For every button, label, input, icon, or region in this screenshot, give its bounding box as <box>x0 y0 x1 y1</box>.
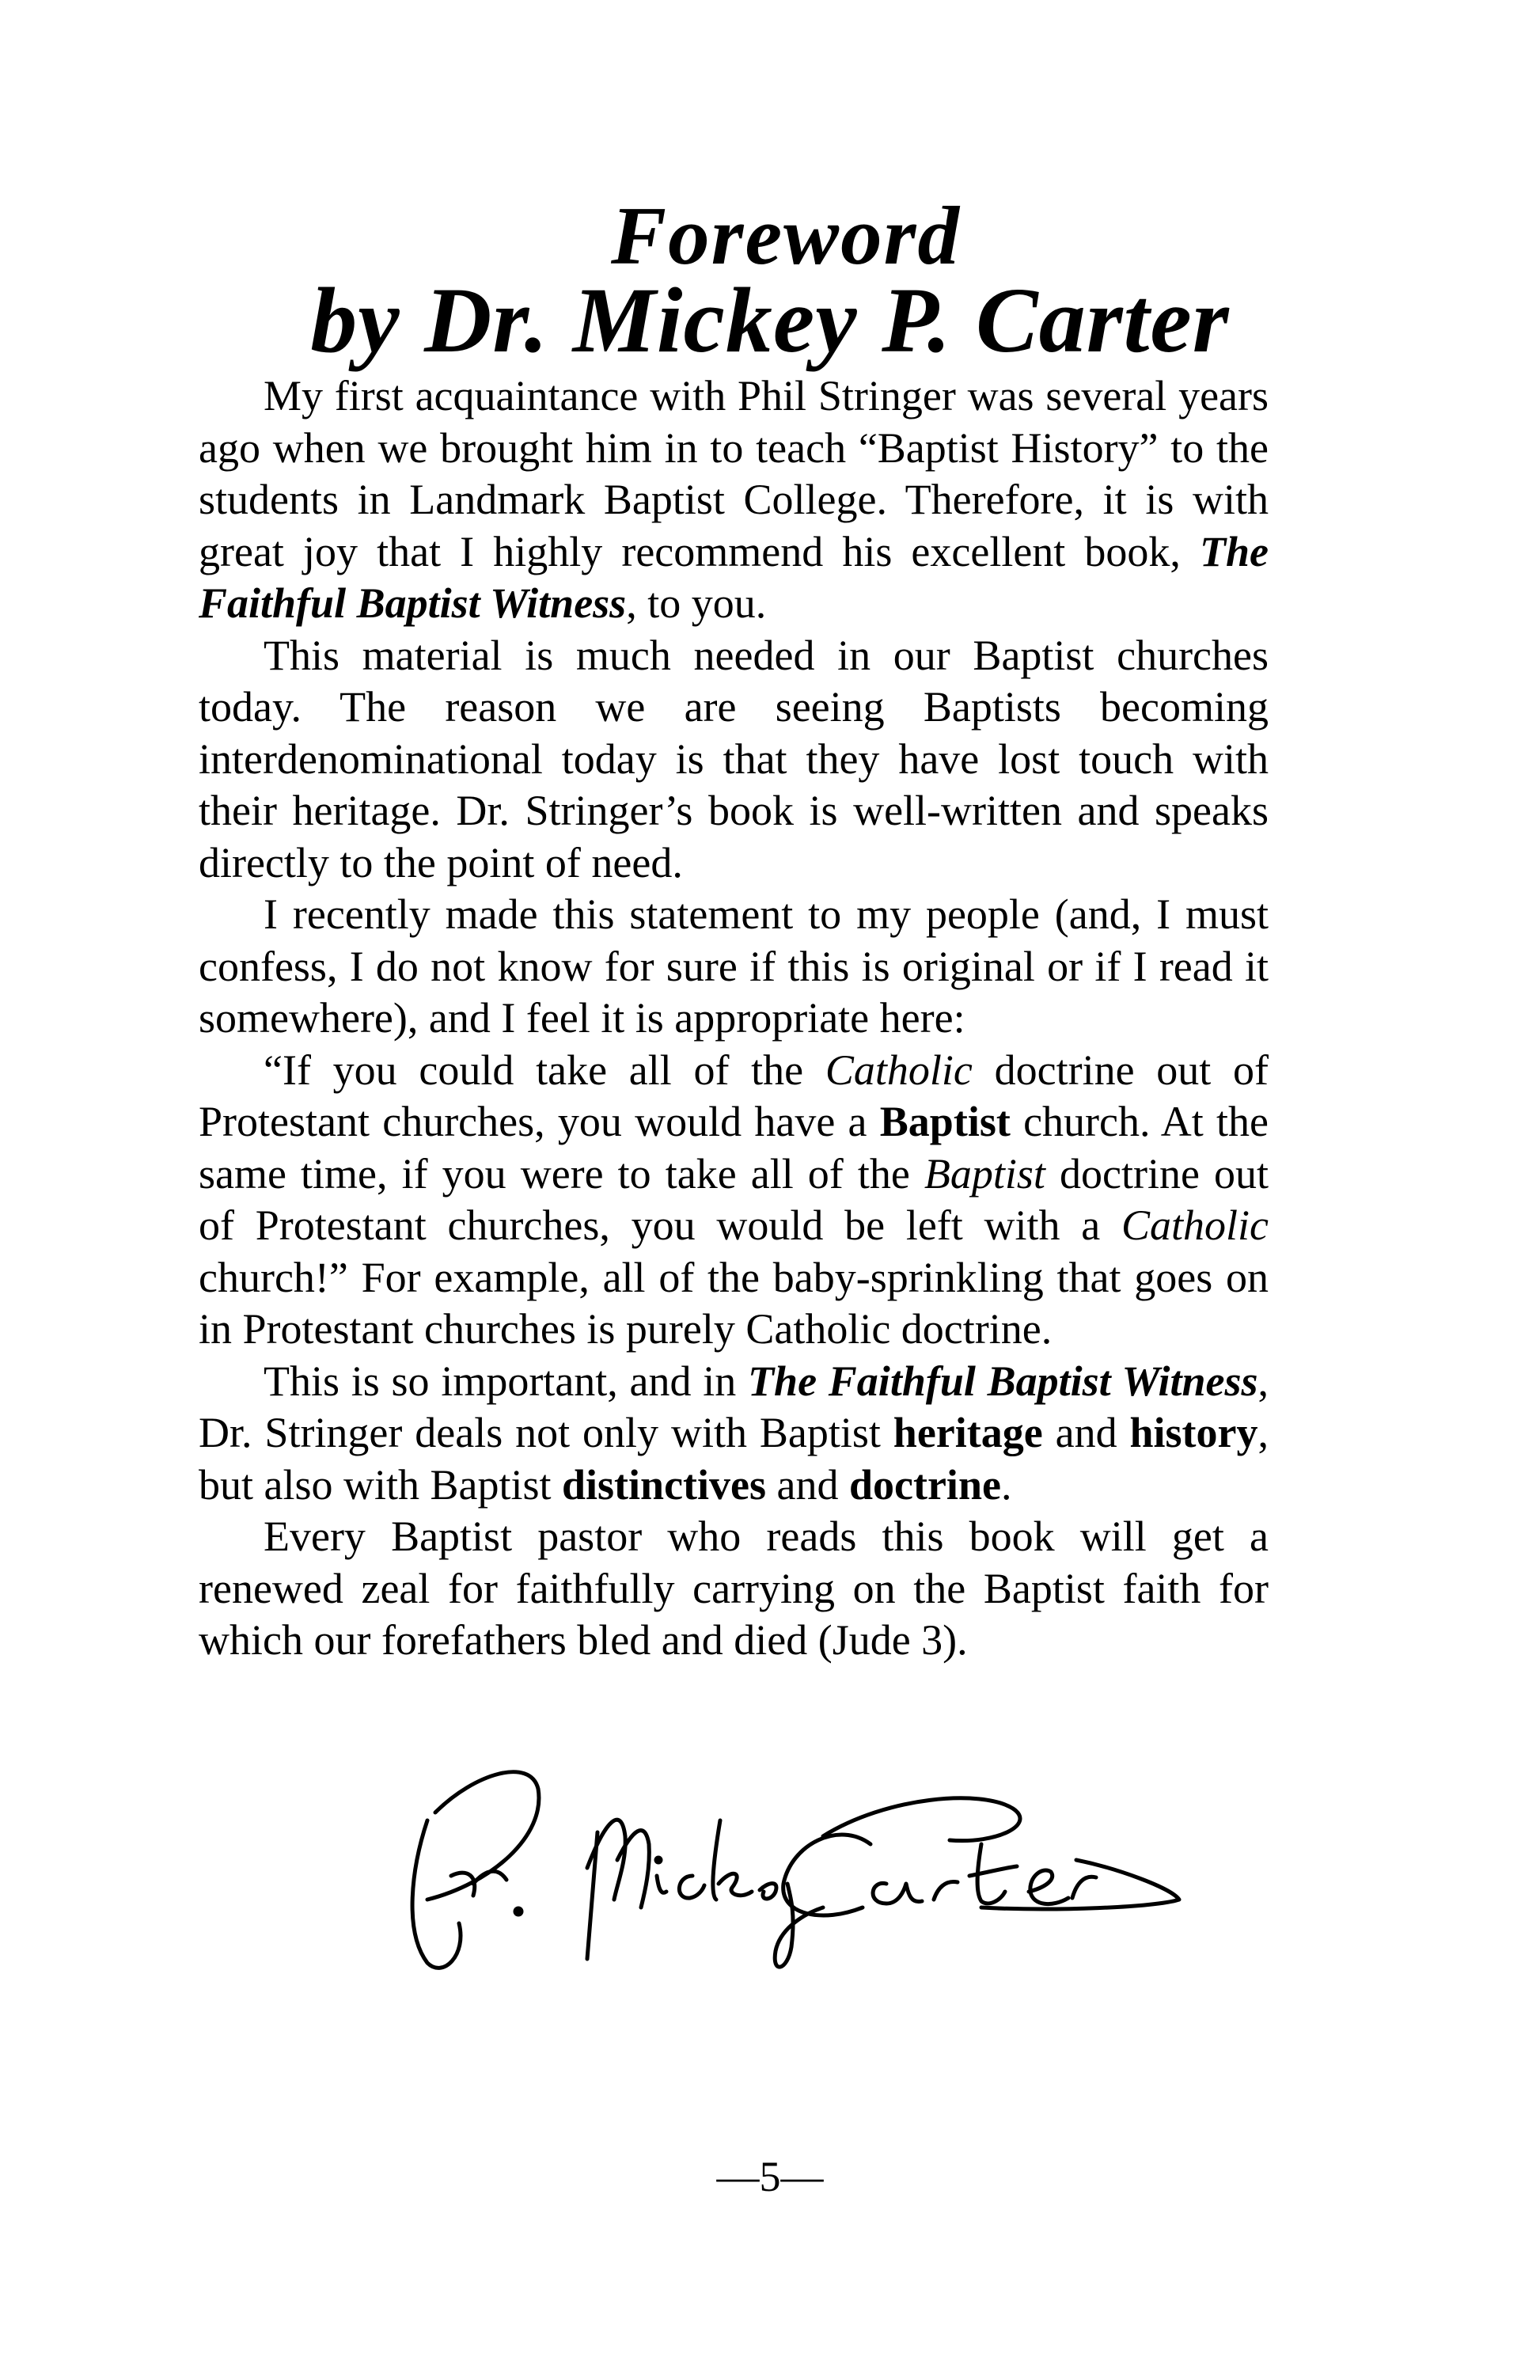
emphasis-text: distinctives <box>562 1460 767 1509</box>
text-run: . <box>1000 1460 1012 1509</box>
paragraph <box>199 630 1269 890</box>
text-run: church. At the same time, if you were to take all of the <box>199 1098 1269 1198</box>
emphasis-text: history <box>1129 1409 1258 1456</box>
signature-image <box>380 1749 1250 1987</box>
text-run: , Dr. Stringer deals not only with Baptist <box>199 1357 1269 1456</box>
paragraph <box>199 370 1269 630</box>
emphasis-text: The Faithful Baptist Witness <box>748 1357 1258 1405</box>
foreword-body <box>199 370 1269 1667</box>
text-run: , to you. <box>626 579 767 627</box>
text-run: I recently made this statement to my people (and, I must confess, I do not know for sure if this is original or if I read it somewhere), and I feel it is appropriate here: <box>199 890 1269 1042</box>
emphasis-text: Catholic <box>1121 1201 1269 1249</box>
text-run: Every Baptist pastor who reads this book will get a renewed zeal for faithfully carrying on the Baptist faith for which our forefathers bled and died (Jude 3). <box>199 1513 1269 1664</box>
paragraph <box>199 889 1269 1045</box>
text-run: church!” For example, all of the baby-sprinkling that goes on in Protestant churches is purely Catholic doctrine. <box>199 1253 1269 1353</box>
text-run: My first acquaintance with Phil Stringer was several years ago when we brought him in to teach “Baptist History” to the students in Landmark Baptist College. Therefore, it is with great joy that I highly recommend his excellent book, <box>199 372 1269 575</box>
text-run: doctrine out of Protestant churches, you would be left with a <box>199 1149 1269 1249</box>
emphasis-text: The Faithful Baptist Witness <box>199 527 1269 627</box>
emphasis-text: Catholic <box>825 1046 973 1094</box>
text-run: and <box>1042 1409 1130 1456</box>
text-run: and <box>766 1460 849 1509</box>
paragraph <box>199 1356 1269 1512</box>
text-run: This is so important, and in <box>264 1357 749 1405</box>
paragraph <box>199 1045 1269 1356</box>
emphasis-text: Baptist <box>924 1149 1045 1198</box>
title-foreword: Foreword <box>611 189 961 282</box>
text-run: , but also with Baptist <box>199 1409 1269 1509</box>
text-run: This material is much needed in our Baptist churches today. The reason we are seeing Baptists becoming interdenominational today is that they have lost touch with their heritage. Dr. Stringer’s book is well-written and speaks directly to the point of need. <box>199 631 1269 886</box>
text-run: doctrine out of Protestant churches, you would have a <box>199 1046 1269 1145</box>
emphasis-text: heritage <box>893 1409 1043 1456</box>
page-number: —5— <box>716 2153 824 2200</box>
emphasis-text: doctrine <box>848 1460 1001 1509</box>
title-author: by Dr. Mickey P. Carter <box>310 268 1230 372</box>
text-run: “If you could take all of the <box>264 1046 825 1094</box>
emphasis-text: Baptist <box>879 1098 1011 1145</box>
paragraph <box>199 1511 1269 1667</box>
